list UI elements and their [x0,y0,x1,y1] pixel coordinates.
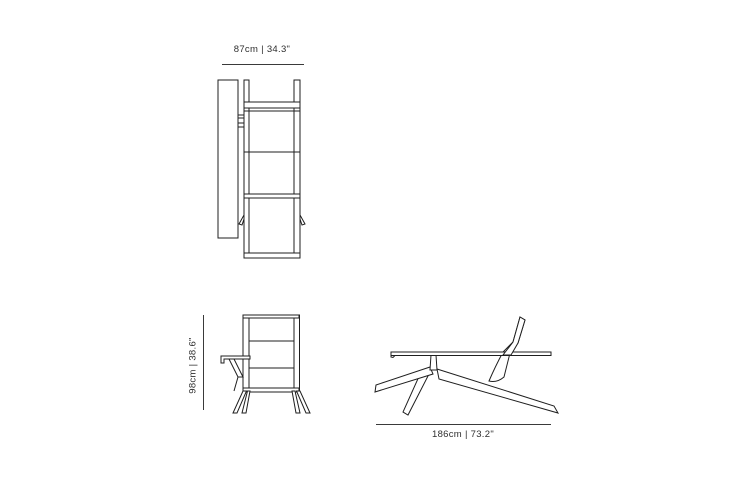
length-dimension-line [376,424,551,425]
side-tray-bracket [229,359,243,377]
frame-bottom-rail [243,388,299,392]
front-view-drawing [215,310,320,420]
height-dimension-line [203,315,204,410]
length-dimension-label: 186cm | 73.2" [431,429,495,440]
mount-tab-1 [238,115,244,118]
mount-tab-2 [238,123,244,127]
width-dimension-label: 87cm | 34.3" [233,44,291,55]
height-dimension-label: 98cm | 38.6" [187,337,199,394]
seat-plank-lip [391,356,395,358]
frame-top-rail [243,315,299,318]
backrest-panel-top [218,80,238,238]
leg-hook-right [300,215,305,225]
leg-hook-left [239,215,244,225]
seat-crossbar-bottom [244,253,300,258]
side-view-drawing [370,310,565,420]
seat-plank [391,352,551,356]
seat-crossbar-top [244,102,300,108]
width-dimension-line [222,64,304,65]
top-view-drawing [210,75,310,265]
leg-brace-line [234,377,238,391]
seat-post [430,355,437,370]
seat-crossbar-mid [244,194,300,198]
frame-right-post [294,315,300,391]
frame-left-post [243,315,249,391]
